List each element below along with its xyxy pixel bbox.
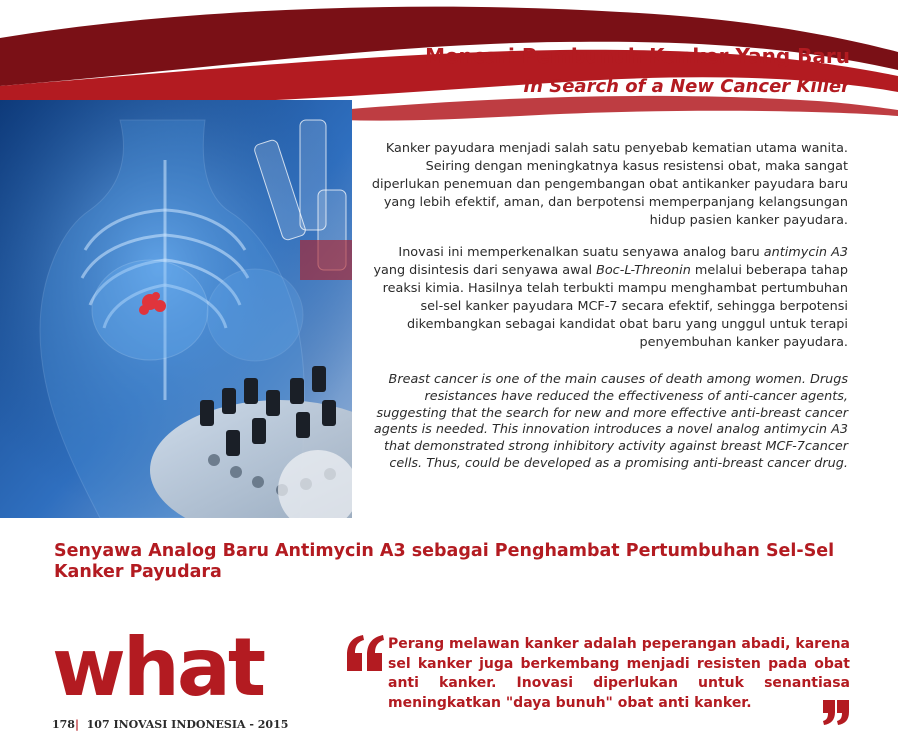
article-body bbox=[364, 140, 848, 487]
innovation-subheading: Senyawa Analog Baru Antimycin A3 sebagai Penghambat Pertumbuhan Sel-Sel Kanker Payudara bbox=[54, 541, 835, 582]
close-quote-icon bbox=[821, 698, 851, 726]
page-number: 178 bbox=[52, 718, 75, 731]
paragraph-innovation-part3: melalui beberapa tahap reaksi kimia. Hasilnya telah terbukti mampu menghambat pertumbuhan sel-sel kanker payudara MCF-7 secara efektif, sehingga berpotensi dikembangkan sebagai kandidat obat baru yang unggul untuk terapi penyembuhan kanker payudara. bbox=[382, 263, 848, 350]
publication-name: 107 INOVASI INDONESIA - 2015 bbox=[86, 718, 289, 731]
paragraph-intro: Kanker payudara menjadi salah satu penyebab kematian utama wanita. Seiring dengan meningkatnya kasus resistensi obat, maka sangat diperlukan penemuan dan pengembangan obat antikanker payudara baru yang lebih efektif, aman, dan berpotensi memperpanjang kelangsungan hidup pasien kanker payudara. bbox=[371, 141, 848, 228]
page-title: Mencari Pembunuh Kanker Yang Baru bbox=[425, 44, 850, 68]
page-title-english: In Search of a New Cancer Killer bbox=[523, 76, 850, 97]
english-summary: Breast cancer is one of the main causes of death among women. Drugs resistances have reduced the effectiveness of anti-cancer agents, suggesting that the search for new and more effective anti-breast cancer agents is needed. This innovation introduces a novel analog antimycin A3 that demonstrated strong inhibitory activity against breast MCF-7cancer cells. Thus, could be developed as a promising anti-breast cancer drug. bbox=[373, 372, 848, 471]
footer-separator: | bbox=[74, 718, 79, 731]
paragraph-innovation-part2: yang disintesis dari senyawa awal bbox=[373, 263, 597, 278]
paragraph-innovation bbox=[364, 244, 848, 352]
what-logo: what bbox=[52, 621, 264, 714]
paragraph-innovation-part1: Inovasi ini memperkenalkan suatu senyawa analog baru bbox=[398, 245, 764, 260]
precursor-name: Boc-L-Threonin bbox=[596, 263, 691, 278]
open-quote-icon bbox=[343, 633, 387, 673]
pull-quote: Perang melawan kanker adalah peperangan abadi, karena sel kanker juga berkembang menjadi resisten pada obat anti kanker. Inovasi diperlukan untuk senantiasa meningkatkan "daya bunuh" obat anti kanker. bbox=[388, 636, 850, 711]
page-footer bbox=[52, 718, 288, 731]
hero-illustration bbox=[0, 100, 352, 518]
compound-name: antimycin A3 bbox=[763, 245, 848, 260]
